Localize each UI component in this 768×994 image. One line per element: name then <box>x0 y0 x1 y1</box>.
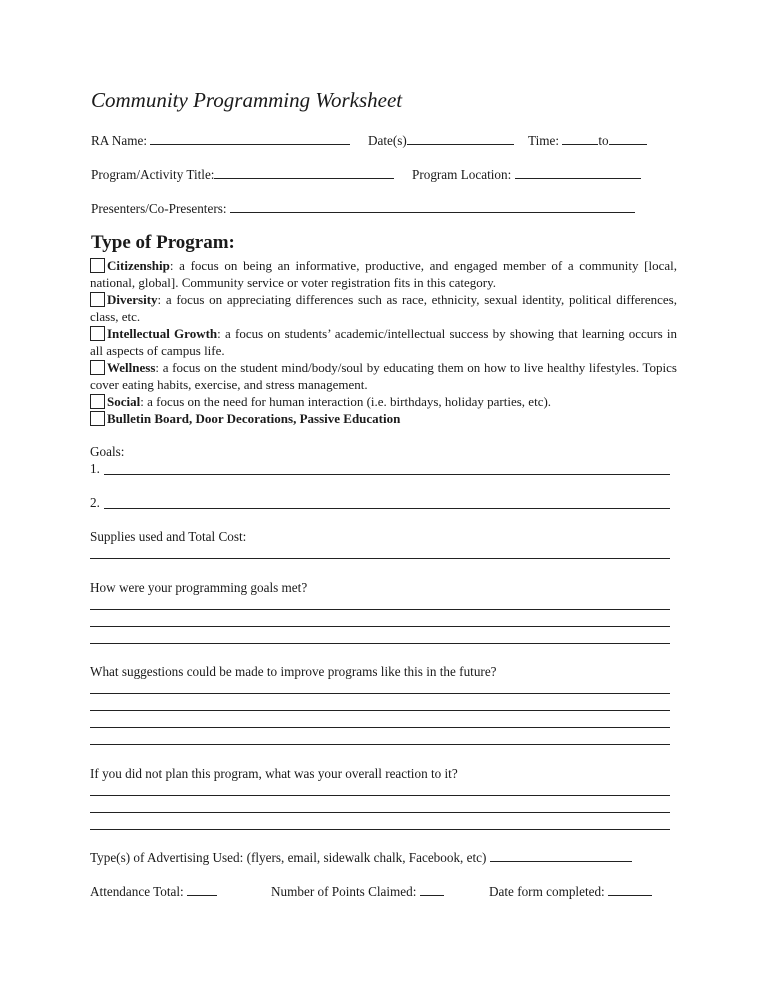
option-bulletin-board <box>90 410 677 427</box>
supplies-field[interactable] <box>90 558 670 559</box>
dates-field[interactable] <box>407 133 514 145</box>
option-desc: : a focus on being an informative, productive, and engaged member of a community [local, national, global]. Community service or voter registration fits in this category. <box>90 258 677 290</box>
points-row <box>271 884 444 900</box>
program-location-label: Program Location: <box>412 167 512 182</box>
points-field[interactable] <box>420 884 444 896</box>
time-end-field[interactable] <box>609 133 647 145</box>
program-title-row <box>91 167 394 183</box>
reaction-line-2[interactable] <box>90 812 670 813</box>
time-label: Time: <box>528 133 560 148</box>
advertising-field[interactable] <box>490 850 632 862</box>
goal-1-field[interactable] <box>104 474 670 475</box>
attendance-field[interactable] <box>187 884 217 896</box>
wellness-checkbox[interactable] <box>90 360 105 375</box>
advertising-label: Type(s) of Advertising Used: (flyers, email, sidewalk chalk, Facebook, etc) <box>90 850 487 865</box>
program-title-label: Program/Activity Title: <box>91 167 215 182</box>
option-citizenship <box>90 257 677 291</box>
option-social <box>90 393 677 410</box>
suggestions-line-4[interactable] <box>90 744 670 745</box>
attendance-row <box>90 884 217 900</box>
option-desc: : a focus on the student mind/body/soul by educating them on how to live healthy lifestyles. Topics cover eating habits, exercise, and stress management. <box>90 360 677 392</box>
time-row <box>528 133 647 149</box>
dates-row <box>368 133 514 149</box>
presenters-label: Presenters/Co-Presenters: <box>91 201 227 216</box>
option-name: Bulletin Board, Door Decorations, Passive Education <box>107 411 401 426</box>
option-diversity <box>90 291 677 325</box>
goals-met-line-1[interactable] <box>90 609 670 610</box>
page-title: Community Programming Worksheet <box>91 88 403 112</box>
suggestions-line-2[interactable] <box>90 710 670 711</box>
intellectual-growth-checkbox[interactable] <box>90 326 105 341</box>
reaction-label: If you did not plan this program, what was your overall reaction to it? <box>90 766 458 781</box>
reaction-line-3[interactable] <box>90 829 670 830</box>
option-wellness <box>90 359 677 393</box>
goal-1-number: 1. <box>90 461 100 476</box>
type-of-program-heading: Type of Program: <box>91 232 235 253</box>
time-to-label: to <box>598 133 609 148</box>
program-location-row <box>412 167 641 183</box>
suggestions-line-1[interactable] <box>90 693 670 694</box>
program-title-field[interactable] <box>214 167 394 179</box>
option-desc: : a focus on students’ academic/intellectual success by showing that learning occurs in all aspects of campus life. <box>90 326 677 358</box>
program-location-field[interactable] <box>515 167 641 179</box>
ra-name-label: RA Name: <box>91 133 148 148</box>
attendance-label: Attendance Total: <box>90 884 184 899</box>
option-name: Social <box>107 394 141 409</box>
presenters-field[interactable] <box>230 201 635 213</box>
goals-label: Goals: <box>90 444 125 459</box>
option-name: Intellectual Growth <box>107 326 218 341</box>
social-checkbox[interactable] <box>90 394 105 409</box>
goals-met-line-2[interactable] <box>90 626 670 627</box>
citizenship-checkbox[interactable] <box>90 258 105 273</box>
bulletin-board-checkbox[interactable] <box>90 411 105 426</box>
option-name: Diversity <box>107 292 158 307</box>
ra-name-row <box>91 133 350 149</box>
advertising-row <box>90 850 632 866</box>
supplies-label: Supplies used and Total Cost: <box>90 529 247 544</box>
goals-met-label: How were your programming goals met? <box>90 580 308 595</box>
option-desc: : a focus on the need for human interaction (i.e. birthdays, holiday parties, etc). <box>140 394 552 409</box>
goal-2-number: 2. <box>90 495 100 510</box>
presenters-row <box>91 201 635 217</box>
goal-2-field[interactable] <box>104 508 670 509</box>
option-name: Wellness <box>107 360 156 375</box>
option-name: Citizenship <box>107 258 170 273</box>
option-desc: : a focus on appreciating differences such as race, ethnicity, sexual identity, political differences, class, etc. <box>90 292 677 324</box>
goals-met-line-3[interactable] <box>90 643 670 644</box>
points-label: Number of Points Claimed: <box>271 884 417 899</box>
suggestions-line-3[interactable] <box>90 727 670 728</box>
date-completed-row <box>489 884 652 900</box>
time-start-field[interactable] <box>562 133 598 145</box>
diversity-checkbox[interactable] <box>90 292 105 307</box>
ra-name-field[interactable] <box>150 133 350 145</box>
date-completed-label: Date form completed: <box>489 884 605 899</box>
reaction-line-1[interactable] <box>90 795 670 796</box>
date-completed-field[interactable] <box>608 884 652 896</box>
option-intellectual-growth <box>90 325 677 359</box>
dates-label: Date(s) <box>368 133 407 148</box>
suggestions-label: What suggestions could be made to improve programs like this in the future? <box>90 664 497 679</box>
